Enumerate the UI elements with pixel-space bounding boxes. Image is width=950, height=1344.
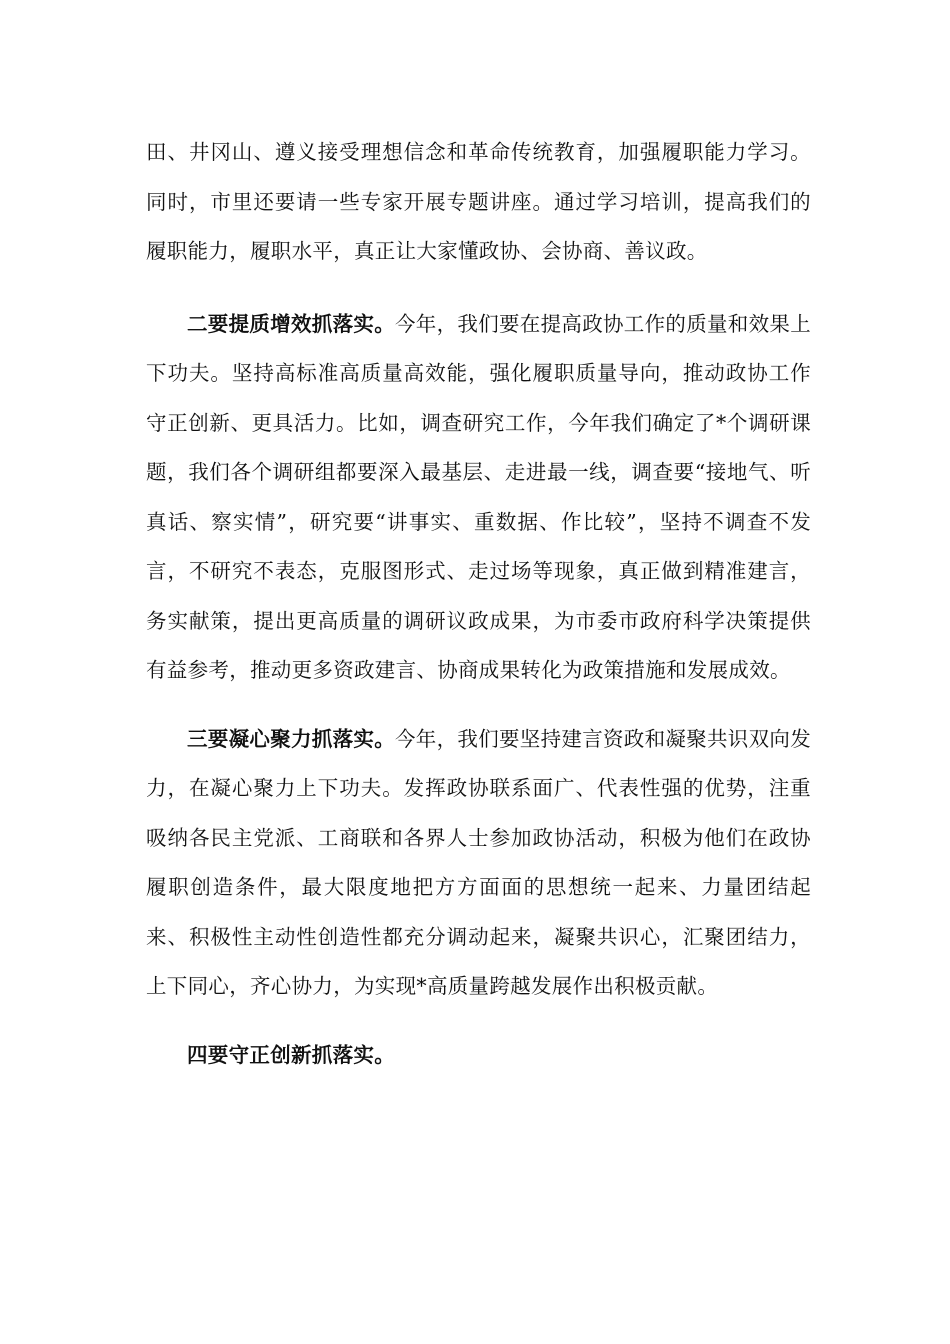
paragraph-heading: 二要提质增效抓落实。: [187, 311, 395, 336]
paragraph-text: 今年，我们要坚持建言资政和凝聚共识双向发力，在凝心聚力上下功夫。发挥政协联系面广、代表性强的优势，注重吸纳各民主党派、工商联和各界人士参加政协活动，积极为他们在政协履职创造条件，最大限度地把方方面面的思想统一起来、力量团结起来、积极性主动性创造性都充分调动起来，凝聚共识心，汇聚团结力，上下同心，齐心协力，为实现*高质量跨越发展作出积极贡献。: [146, 726, 811, 998]
paragraph-text: 田、井冈山、遵义接受理想信念和革命传统教育，加强履职能力学习。同时，市里还要请一些专家开展专题讲座。通过学习培训，提高我们的履职能力，履职水平，真正让大家懂政协、会协商、善议政。: [146, 140, 811, 263]
paragraph-heading: 四要守正创新抓落实。: [187, 1042, 395, 1067]
paragraph-text: 今年，我们要在提高政协工作的质量和效果上下功夫。坚持高标准高质量高效能，强化履职质量导向，推动政协工作守正创新、更具活力。比如，调查研究工作，今年我们确定了*个调研课题，我们各个调研组都要深入最基层、走进最一线，调查要“接地气、听真话、察实情”，研究要“讲事实、重数据、作比较”，坚持不调查不发言，不研究不表态，克服图形式、走过场等现象，真正做到精准建言，务实献策，提出更高质量的调研议政成果，为市委市政府科学决策提供有益参考，推动更多资政建言、协商成果转化为政策措施和发展成效。: [146, 311, 811, 682]
paragraph-quality-efficiency: [146, 300, 811, 696]
paragraph-heading: 三要凝心聚力抓落实。: [187, 726, 395, 751]
document-body: [146, 128, 811, 1081]
paragraph-continued: [146, 128, 811, 277]
paragraph-innovation: [146, 1031, 811, 1081]
paragraph-unity-strength: [146, 715, 811, 1012]
